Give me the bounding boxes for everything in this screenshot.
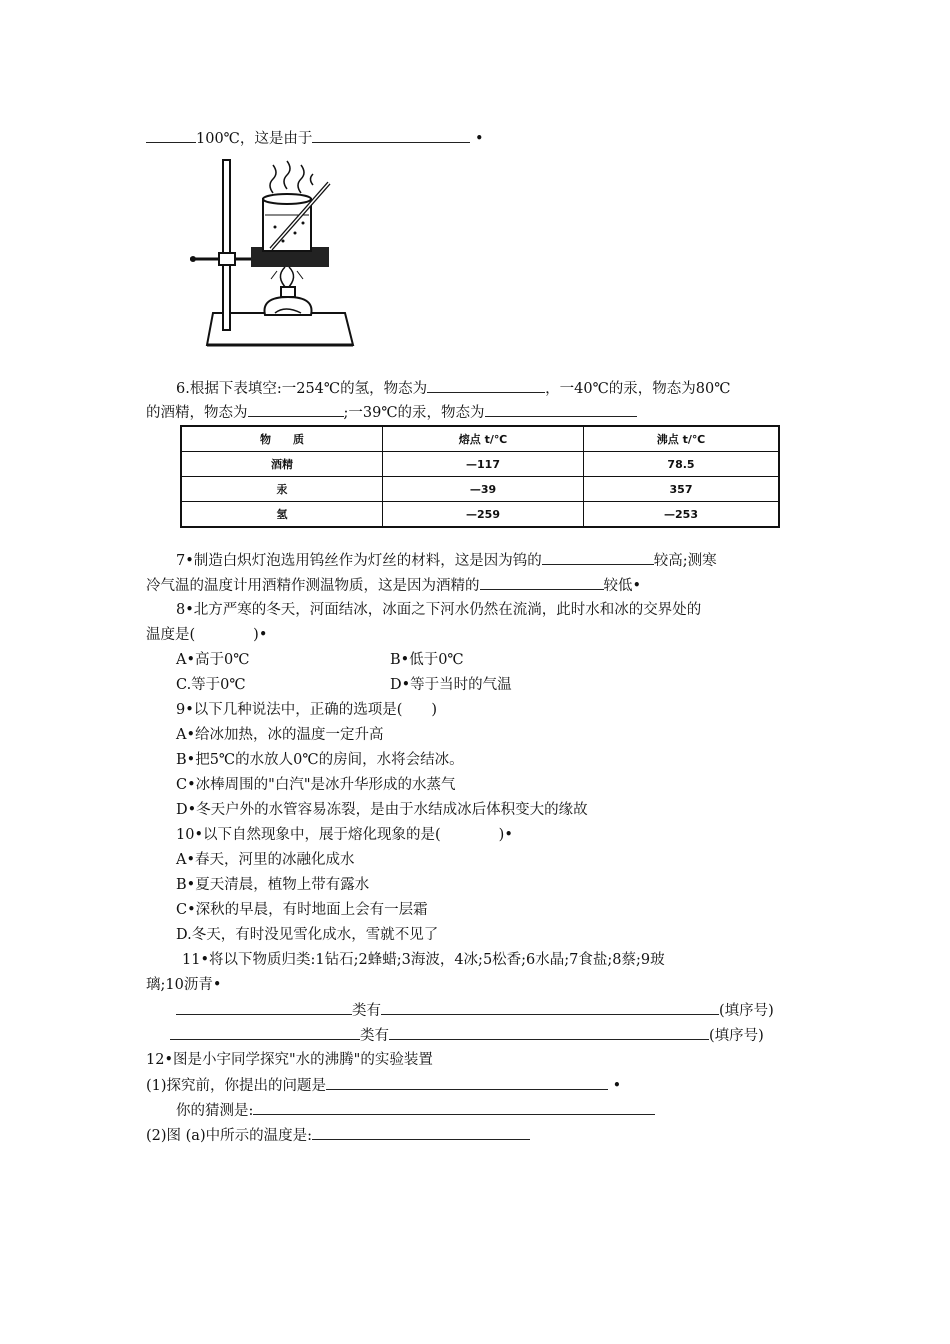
q6-blank-2[interactable] xyxy=(248,402,344,417)
q6-blank-1[interactable] xyxy=(427,378,545,393)
q11-members-blank-2[interactable] xyxy=(389,1025,709,1040)
q9-option-a[interactable]: A•给冰加热，冰的温度一定升高 xyxy=(176,727,384,743)
cell-melting: —117 xyxy=(383,452,584,477)
q12-part-1-text: (1)探究前，你提出的问题是 xyxy=(146,1078,327,1094)
q12-part-1 xyxy=(146,1075,621,1096)
q8-stem-line-1: 8•北方严寒的冬天，河面结冰，冰面之下河水仍然在流淌，此时水和冰的交界处的 xyxy=(176,602,702,618)
q11-fill-note-2: (填序号) xyxy=(709,1028,764,1044)
q8-option-a[interactable]: A•高于0℃ xyxy=(176,652,250,668)
q5-dot: • xyxy=(475,131,484,147)
q10-option-a[interactable]: A•春天，河里的冰融化成水 xyxy=(176,852,355,868)
q6-line-1 xyxy=(176,378,730,399)
q7-text-2b: 较低• xyxy=(603,578,642,594)
q10-option-c[interactable]: C•深秋的早晨，有时地面上会有一层霜 xyxy=(176,902,428,918)
q7-blank-2[interactable] xyxy=(480,575,604,590)
cell-melting: —39 xyxy=(383,477,584,502)
q7-text-1b: 较高;测寒 xyxy=(653,553,717,569)
cell-melting: —259 xyxy=(383,502,584,528)
q6-text-2a: 的酒精，物态为 xyxy=(146,405,248,421)
q7-line-2 xyxy=(146,575,641,596)
q12-part-2 xyxy=(146,1125,530,1146)
cell-boiling: 78.5 xyxy=(584,452,780,477)
melting-boiling-table xyxy=(180,425,780,528)
q8-option-c[interactable]: C.等于0℃ xyxy=(176,677,246,693)
q5-text: 100℃，这是由于 xyxy=(196,131,313,147)
q6-line-2 xyxy=(146,402,637,423)
cell-substance: 汞 xyxy=(181,477,383,502)
q11-class-blank-1[interactable] xyxy=(176,1000,352,1015)
cell-boiling: —253 xyxy=(584,502,780,528)
q11-stem-line-2: 璃;10沥青• xyxy=(146,977,222,993)
q9-stem: 9•以下几种说法中，正确的选项是( ) xyxy=(176,702,438,718)
q9-option-d[interactable]: D•冬天户外的水管容易冻裂，是由于水结成冰后体积变大的缘故 xyxy=(176,802,588,818)
q5-blank-1[interactable] xyxy=(146,128,196,143)
q11-stem-line-1: 11•将以下物质归类:1钻石;2蜂蜡;3海波，4冰;5松香;6水晶;7食盐;8蔡;9玻 xyxy=(182,952,665,968)
q11-class-row-2 xyxy=(170,1025,764,1046)
q6-text-2b: ;一39℃的汞，物态为 xyxy=(343,405,485,421)
q8-stem-line-2: 温度是( )• xyxy=(146,627,268,643)
q5-tail-line xyxy=(146,128,484,149)
q8-option-b[interactable]: B•低于0℃ xyxy=(390,652,464,668)
q5-blank-2[interactable] xyxy=(312,128,470,143)
q11-fill-note-1: (填序号) xyxy=(719,1003,774,1019)
q11-class-blank-2[interactable] xyxy=(170,1025,360,1040)
q10-option-d[interactable]: D.冬天，有时没见雪化成水，雪就不见了 xyxy=(176,927,439,943)
cell-boiling: 357 xyxy=(584,477,780,502)
header-melting: 熔点 t/℃ xyxy=(383,426,584,452)
table-row xyxy=(181,477,779,502)
q11-class-label-1: 类有 xyxy=(352,1003,381,1019)
q12-temperature-blank[interactable] xyxy=(312,1125,530,1140)
q12-guess-text: 你的猜测是: xyxy=(176,1103,254,1119)
q9-option-c[interactable]: C•冰棒周围的"白汽"是冰升华形成的水蒸气 xyxy=(176,777,456,793)
q12-guess-blank[interactable] xyxy=(253,1100,655,1115)
q8-option-d[interactable]: D•等于当时的气温 xyxy=(390,677,512,693)
q7-text-2a: 冷气温的温度计用酒精作测温物质，这是因为酒精的 xyxy=(146,578,480,594)
q10-option-b[interactable]: B•夏天清晨，植物上带有露水 xyxy=(176,877,370,893)
cell-substance: 酒精 xyxy=(181,452,383,477)
q10-stem: 10•以下自然现象中，展于熔化现象的是( )• xyxy=(176,827,513,843)
q6-blank-3[interactable] xyxy=(485,402,637,417)
q6-text-1b: ，一40℃的汞，物态为80℃ xyxy=(545,381,731,397)
q11-members-blank-1[interactable] xyxy=(381,1000,719,1015)
q7-blank-1[interactable] xyxy=(542,550,654,565)
table-header-row xyxy=(181,426,779,452)
q12-dot: • xyxy=(612,1078,622,1094)
q12-part-2-text: (2)图 (a)中所示的温度是: xyxy=(146,1128,312,1144)
table-row xyxy=(181,452,779,477)
q9-option-b[interactable]: B•把5℃的水放人0℃的房间，水将会结冰。 xyxy=(176,752,464,768)
q11-class-row-1 xyxy=(176,1000,774,1021)
q12-guess xyxy=(176,1100,655,1121)
q6-text-1a: 6.根据下表填空:一254℃的氢，物态为 xyxy=(176,381,428,397)
q11-class-label-2: 类有 xyxy=(360,1028,389,1044)
header-substance: 物 质 xyxy=(181,426,383,452)
q7-line-1 xyxy=(176,550,717,571)
table-row xyxy=(181,502,779,528)
cell-substance: 氢 xyxy=(181,502,383,528)
q12-stem: 12•图是小宇同学探究"水的沸腾"的实验装置 xyxy=(146,1052,433,1068)
q7-text-1a: 7•制造白炽灯泡选用钨丝作为灯丝的材料，这是因为钨的 xyxy=(176,553,542,569)
boiling-apparatus-image xyxy=(185,155,360,355)
q12-question-blank[interactable] xyxy=(326,1075,608,1090)
header-boiling: 沸点 t/℃ xyxy=(584,426,780,452)
